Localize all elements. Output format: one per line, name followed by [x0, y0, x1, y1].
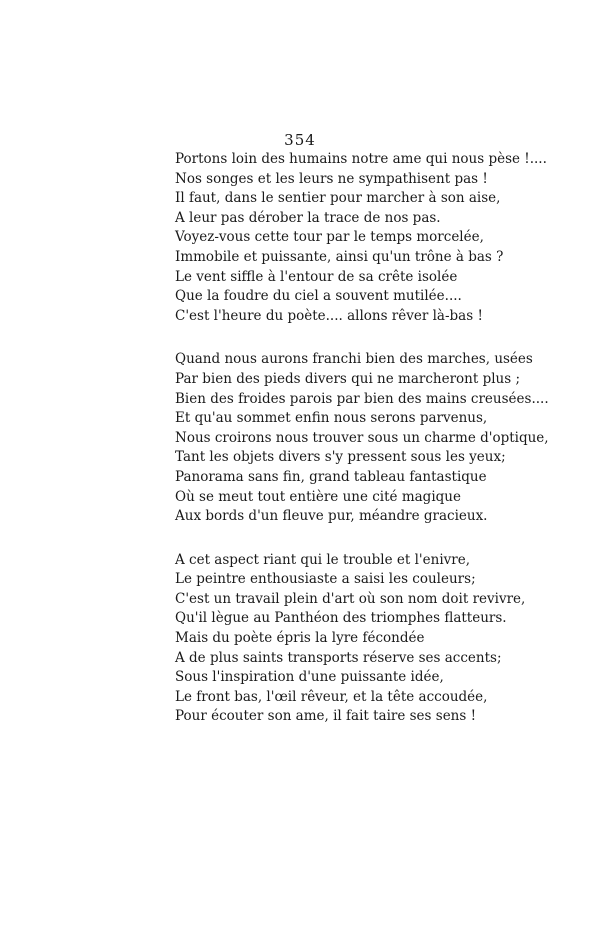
poem-line: Portons loin des humains notre ame qui nous pèse !....: [175, 151, 547, 167]
poem: [175, 150, 575, 751]
poem-line: Aux bords d'un fleuve pur, méandre gracieux.: [175, 508, 488, 525]
poem-line: Nous croirons nous trouver sous un charme d'optique,: [175, 429, 549, 446]
poem-line: Panorama sans fin, grand tableau fantastique: [175, 468, 487, 485]
poem-line: Pour écouter son ame, il fait taire ses sens !: [175, 708, 477, 725]
poem-line: Immobile et puissante, ainsi qu'un trône à bas ?: [175, 248, 504, 265]
poem-line: Où se meut tout entière une cité magique: [175, 488, 461, 505]
poem-line: Qu'il lègue au Panthéon des triomphes flatteurs.: [175, 610, 507, 627]
poem-line: C'est un travail plein d'art où son nom doit revivre,: [175, 590, 526, 607]
poem-line: Mais du poète épris la lyre fécondée: [175, 630, 425, 647]
poem-line: Le front bas, l'œil rêveur, et la tête accoudée,: [175, 688, 488, 705]
poem-line: Et qu'au sommet enfin nous serons parvenus,: [175, 410, 488, 427]
poem-line: Quand nous aurons franchi bien des marches, usées: [175, 351, 533, 368]
stanza-2: [175, 350, 575, 526]
poem-line: A leur pas dérober la trace de nos pas.: [175, 209, 441, 226]
stanza-3: [175, 551, 575, 727]
poem-line: Sous l'inspiration d'une puissante idée,: [175, 669, 444, 686]
poem-line: Que la foudre du ciel a souvent mutilée....: [175, 288, 462, 305]
poem-line: Tant les objets divers s'y pressent sous les yeux;: [175, 449, 506, 466]
poem-line: Bien des froides parois par bien des mains creusées....: [175, 390, 549, 407]
poem-line: Il faut, dans le sentier pour marcher à son aise,: [175, 190, 501, 207]
poem-line: Par bien des pieds divers qui ne marcheront plus ;: [175, 370, 520, 387]
page-number: 354: [284, 131, 316, 149]
poem-line: Le peintre enthousiaste a saisi les couleurs;: [175, 571, 476, 588]
poem-line: Nos songes et les leurs ne sympathisent pas !: [175, 170, 488, 187]
poem-line: Voyez-vous cette tour par le temps morcelée,: [175, 229, 484, 246]
poem-line: A de plus saints transports réserve ses accents;: [175, 649, 502, 666]
poem-line: C'est l'heure du poète.... allons rêver là-bas !: [175, 307, 483, 324]
poem-line: Le vent siffle à l'entour de sa crête isolée: [175, 268, 458, 285]
stanza-1: [175, 150, 575, 326]
poem-line: A cet aspect riant qui le trouble et l'enivre,: [175, 551, 471, 568]
